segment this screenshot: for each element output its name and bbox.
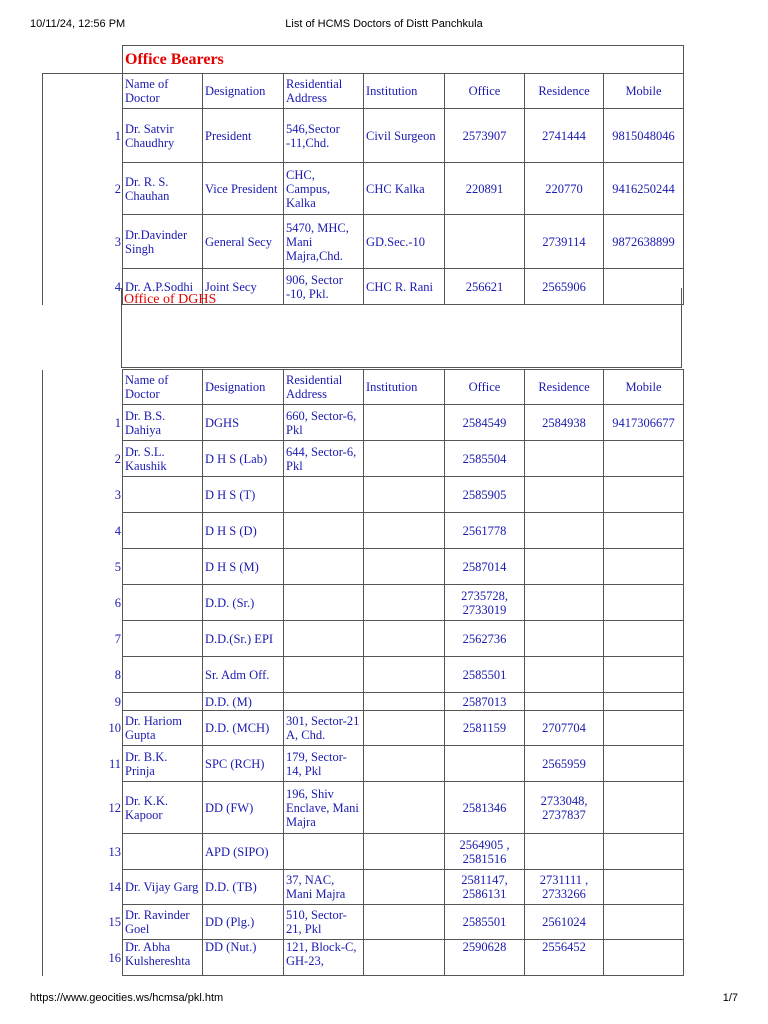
print-title: List of HCMS Doctors of Distt Panchkula [285,18,483,30]
cell-name: Dr. Satvir Chaudhry [123,109,203,163]
cell-institution [364,657,445,693]
cell-residence [525,693,604,711]
cell-institution: Civil Surgeon [364,109,445,163]
row-number: 10 [43,711,123,746]
cell-office: 2561778 [445,513,525,549]
cell-designation: DD (Nut.) [203,940,284,976]
cell-name [123,549,203,585]
table-row [43,940,684,976]
cell-name: Dr. B.S. Dahiya [123,405,203,441]
cell-address [284,585,364,621]
row-number: 7 [43,621,123,657]
cell-office: 2573907 [445,109,525,163]
cell-name: Dr. A.P.Sodhi [123,269,203,305]
col-header-residence: Residence [525,74,604,109]
cell-name [123,585,203,621]
cell-name: Dr. K.K. Kapoor [123,782,203,834]
print-datetime: 10/11/24, 12:56 PM [30,18,126,30]
cell-name: Dr. Hariom Gupta [123,711,203,746]
cell-institution [364,441,445,477]
cell-designation: DGHS [203,405,284,441]
cell-mobile [604,585,684,621]
row-number: 1 [43,109,123,163]
cell-office [445,215,525,269]
row-number: 13 [43,834,123,870]
cell-address: 301, Sector-21 A, Chd. [284,711,364,746]
cell-name: Dr.Davinder Singh [123,215,203,269]
row-number: 4 [43,269,123,305]
table-row [43,711,684,746]
cell-designation: D.D. (MCH) [203,711,284,746]
cell-office: 2587014 [445,549,525,585]
cell-name [123,693,203,711]
cell-residence [525,834,604,870]
office-bearers-table [42,45,684,305]
cell-institution [364,585,445,621]
cell-institution [364,746,445,782]
cell-office: 2585501 [445,905,525,940]
print-header [0,0,768,40]
section-title-dghs: Office of DGHS [124,292,217,307]
row-number: 3 [43,215,123,269]
cell-office: 2581147, 2586131 [445,870,525,905]
cell-residence [525,585,604,621]
cell-institution [364,621,445,657]
cell-mobile [604,711,684,746]
cell-institution [364,834,445,870]
table-row [43,834,684,870]
cell-designation: SPC (RCH) [203,746,284,782]
cell-mobile [604,513,684,549]
cell-residence [525,477,604,513]
cell-mobile: 9872638899 [604,215,684,269]
cell-designation: D.D.(Sr.) EPI [203,621,284,657]
cell-address [284,549,364,585]
cell-designation: DD (Plg.) [203,905,284,940]
cell-address: 179, Sector-14, Pkl [284,746,364,782]
cell-office: 2562736 [445,621,525,657]
cell-address: 5470, MHC, Mani Majra,Chd. [284,215,364,269]
cell-institution [364,549,445,585]
table-row [43,782,684,834]
row-number: 16 [43,940,123,976]
cell-institution [364,940,445,976]
row-number: 2 [43,163,123,215]
cell-institution: GD.Sec.-10 [364,215,445,269]
cell-mobile [604,782,684,834]
cell-office: 220891 [445,163,525,215]
cell-office: 2581159 [445,711,525,746]
cell-mobile [604,621,684,657]
section-title-office-bearers: Office Bearers [123,46,684,74]
cell-name: Dr. S.L. Kaushik [123,441,203,477]
table-row [43,870,684,905]
cell-institution [364,693,445,711]
cell-mobile [604,905,684,940]
cell-name [123,513,203,549]
row-number: 1 [43,405,123,441]
office-bearers-header-row [43,74,684,109]
cell-residence [525,549,604,585]
cell-office: 2587013 [445,693,525,711]
cell-mobile: 9416250244 [604,163,684,215]
row-number: 3 [43,477,123,513]
row-number: 6 [43,585,123,621]
cell-mobile [604,940,684,976]
print-url: https://www.geocities.ws/hcmsa/pkl.htm [30,992,224,1004]
cell-mobile: 9417306677 [604,405,684,441]
cell-residence: 2739114 [525,215,604,269]
cell-mobile: 9815048046 [604,109,684,163]
cell-institution: CHC Kalka [364,163,445,215]
cell-address: 121, Block-C, GH-23, [284,940,364,976]
cell-office: 2581346 [445,782,525,834]
cell-office: 2585504 [445,441,525,477]
table-row [43,163,684,215]
dghs-table [42,369,684,976]
cell-designation: Sr. Adm Off. [203,657,284,693]
cell-designation: D.D. (Sr.) [203,585,284,621]
col-header-office: Office [445,74,525,109]
cell-address: 510, Sector-21, Pkl [284,905,364,940]
cell-designation: General Secy [203,215,284,269]
cell-designation: D H S (D) [203,513,284,549]
cell-residence [525,621,604,657]
table-row [43,693,684,711]
print-page-number: 1/7 [722,992,738,1004]
cell-office: 256621 [445,269,525,305]
cell-residence: 2584938 [525,405,604,441]
cell-address: 196, Shiv Enclave, Mani Majra [284,782,364,834]
cell-residence: 2556452 [525,940,604,976]
cell-institution [364,782,445,834]
cell-name: Dr. R. S. Chauhan [123,163,203,215]
cell-institution [364,477,445,513]
cell-address [284,477,364,513]
col-header-mobile: Mobile [604,74,684,109]
cell-address [284,693,364,711]
office-bearers-title-row [43,46,684,74]
print-footer [0,990,768,1024]
cell-residence: 2741444 [525,109,604,163]
col-header-name: Name of Doctor [123,74,203,109]
table-row [43,746,684,782]
cell-name [123,834,203,870]
cell-residence [525,441,604,477]
cell-name [123,621,203,657]
cell-address: 37, NAC, Mani Majra [284,870,364,905]
cell-mobile [604,746,684,782]
cell-mobile [604,477,684,513]
cell-address: 906, Sector -10, Pkl. [284,269,364,305]
dghs-header-row [43,370,684,405]
cell-residence: 2561024 [525,905,604,940]
cell-office: 2564905 , 2581516 [445,834,525,870]
col-header-residence: Residence [525,370,604,405]
cell-name: Dr. B.K. Prinja [123,746,203,782]
cell-mobile [604,834,684,870]
cell-name: Dr. Ravinder Goel [123,905,203,940]
cell-designation: APD (SIPO) [203,834,284,870]
row-number: 12 [43,782,123,834]
col-header-mobile: Mobile [604,370,684,405]
col-header-office: Office [445,370,525,405]
row-number: 15 [43,905,123,940]
table-row [43,621,684,657]
cell-designation: D H S (T) [203,477,284,513]
col-header-institution: Institution [364,74,445,109]
cell-mobile [604,693,684,711]
cell-name [123,657,203,693]
col-header-address: Residential Address [284,74,364,109]
cell-residence: 2731111 , 2733266 [525,870,604,905]
cell-designation: D H S (M) [203,549,284,585]
cell-residence: 2565906 [525,269,604,305]
col-header-address: Residential Address [284,370,364,405]
table-row [43,513,684,549]
cell-office: 2584549 [445,405,525,441]
cell-residence: 2733048, 2737837 [525,782,604,834]
cell-designation: D H S (Lab) [203,441,284,477]
row-number: 11 [43,746,123,782]
table-row [43,657,684,693]
cell-mobile [604,657,684,693]
table-row [43,905,684,940]
cell-name: Dr. Abha Kulshereshta [123,940,203,976]
dghs-section-header [121,288,682,368]
cell-office: 2585905 [445,477,525,513]
cell-designation: DD (FW) [203,782,284,834]
table-row [43,405,684,441]
cell-address: 660, Sector-6, Pkl [284,405,364,441]
col-header-name: Name of Doctor [123,370,203,405]
table-row [43,109,684,163]
cell-institution [364,870,445,905]
cell-address: CHC, Campus, Kalka [284,163,364,215]
cell-office: 2735728, 2733019 [445,585,525,621]
cell-address [284,834,364,870]
cell-residence: 2565959 [525,746,604,782]
cell-designation: D.D. (M) [203,693,284,711]
cell-office [445,746,525,782]
table-row [43,549,684,585]
cell-address [284,621,364,657]
cell-designation: Joint Secy [203,269,284,305]
cell-address: 546,Sector -11,Chd. [284,109,364,163]
col-header-designation: Designation [203,74,284,109]
cell-residence [525,657,604,693]
cell-designation: Vice President [203,163,284,215]
cell-institution [364,711,445,746]
cell-office: 2585501 [445,657,525,693]
table-row [43,441,684,477]
row-number: 9 [43,693,123,711]
cell-institution [364,513,445,549]
cell-name [123,477,203,513]
cell-designation: President [203,109,284,163]
table-row [43,585,684,621]
cell-address [284,657,364,693]
cell-residence [525,513,604,549]
cell-address: 644, Sector-6, Pkl [284,441,364,477]
cell-institution [364,905,445,940]
cell-mobile [604,441,684,477]
cell-mobile [604,870,684,905]
row-number: 5 [43,549,123,585]
cell-designation: D.D. (TB) [203,870,284,905]
table-row [43,477,684,513]
row-number: 8 [43,657,123,693]
table-row [43,215,684,269]
row-number: 14 [43,870,123,905]
cell-institution [364,405,445,441]
row-number: 4 [43,513,123,549]
col-header-institution: Institution [364,370,445,405]
cell-name: Dr. Vijay Garg [123,870,203,905]
cell-residence: 220770 [525,163,604,215]
cell-office: 2590628 [445,940,525,976]
cell-residence: 2707704 [525,711,604,746]
cell-mobile [604,549,684,585]
cell-address [284,513,364,549]
cell-institution: CHC R. Rani [364,269,445,305]
row-number: 2 [43,441,123,477]
col-header-designation: Designation [203,370,284,405]
